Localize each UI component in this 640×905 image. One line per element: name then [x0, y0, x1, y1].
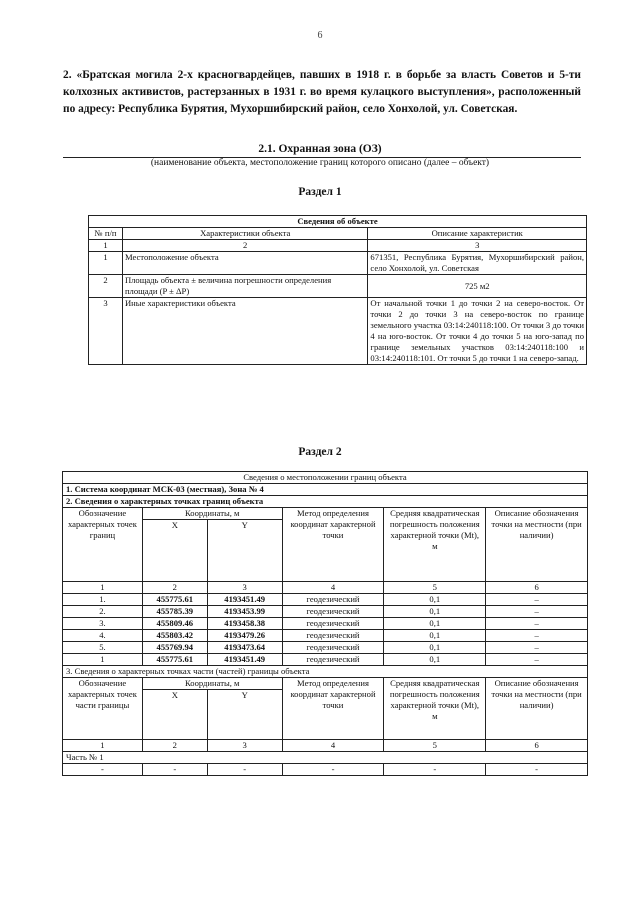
table-row — [63, 594, 588, 606]
header-error: Средняя квадратическая погрешность положения характерной точки (Mt), м — [384, 678, 486, 740]
coordinate-system: 1. Система координат МСК-03 (местная), Зона № 4 — [63, 484, 588, 496]
page-number: 6 — [317, 30, 323, 41]
col-number: 3 — [207, 740, 282, 752]
table-title: Сведения о местоположении границ объекта — [63, 472, 588, 484]
table-row — [89, 252, 587, 275]
point-y: 4193479.26 — [207, 630, 282, 642]
point-desc: – — [486, 606, 588, 618]
point-x: 455769.94 — [142, 642, 207, 654]
row-desc: 725 м2 — [368, 275, 587, 298]
point-label: 5. — [63, 642, 143, 654]
point-desc: – — [486, 618, 588, 630]
point-y: 4193453.99 — [207, 606, 282, 618]
dash-cell: - — [486, 764, 588, 776]
col-number: 6 — [486, 740, 588, 752]
table-row — [89, 298, 587, 365]
point-error: 0,1 — [384, 618, 486, 630]
subsection-2-title: 2. Сведения о характерных точках границ объекта — [63, 496, 588, 508]
point-label: 4. — [63, 630, 143, 642]
point-label: 1 — [63, 654, 143, 666]
header-coords: Координаты, м — [142, 678, 282, 690]
header-point: Обозначение характерных точек границ — [63, 508, 143, 582]
point-label: 1. — [63, 594, 143, 606]
header-y: Y — [207, 690, 282, 740]
col-number: 5 — [384, 582, 486, 594]
row-number: 1 — [89, 252, 123, 275]
header-x: X — [142, 520, 207, 582]
row-desc: От начальной точки 1 до точки 2 на северо-восток. От точки 2 до точки 3 на северо-восток по границе земельного участка 03:14:240118:100. От точки 3 до точки 4 на юго-восток. От точки 4 до точки 5 на юго-запад по границе земельных участков 03:14:240118:100 и 03:14:240118:101. От точки 5 до точки 1 на северо-запад. — [368, 298, 587, 365]
col-number: 2 — [142, 582, 207, 594]
point-desc: – — [486, 654, 588, 666]
point-label: 2. — [63, 606, 143, 618]
table-title: Сведения об объекте — [89, 216, 587, 228]
point-error: 0,1 — [384, 642, 486, 654]
row-name: Местоположение объекта — [122, 252, 367, 275]
col-number: 5 — [384, 740, 486, 752]
header-error: Средняя квадратическая погрешность положения характерной точки (Mt), м — [384, 508, 486, 582]
point-x: 455775.61 — [142, 594, 207, 606]
dash-cell: - — [207, 764, 282, 776]
point-x: 455803.42 — [142, 630, 207, 642]
col-number: 2 — [122, 240, 367, 252]
point-error: 0,1 — [384, 654, 486, 666]
point-label: 3. — [63, 618, 143, 630]
dash-cell: - — [282, 764, 384, 776]
header-desc: Описание обозначения точки на местности (при наличии) — [486, 508, 588, 582]
dash-cell: - — [63, 764, 143, 776]
col-number: 1 — [63, 582, 143, 594]
point-x: 455809.46 — [142, 618, 207, 630]
part-label: Часть № 1 — [63, 752, 588, 764]
row-number: 2 — [89, 275, 123, 298]
col-number: 2 — [142, 740, 207, 752]
point-error: 0,1 — [384, 594, 486, 606]
point-method: геодезический — [282, 654, 384, 666]
point-method: геодезический — [282, 618, 384, 630]
point-y: 4193451.49 — [207, 654, 282, 666]
table-row — [63, 654, 588, 666]
boundary-coordinates-table — [62, 471, 588, 776]
zone-subtitle: (наименование объекта, местоположение границ которого описано (далее – объект) — [150, 158, 490, 168]
row-name: Площадь объекта ± величина погрешности определения площади (P ± ΔP) — [122, 275, 367, 298]
col-number: 4 — [282, 582, 384, 594]
point-error: 0,1 — [384, 630, 486, 642]
header-cell: № п/п — [89, 228, 123, 240]
point-method: геодезический — [282, 594, 384, 606]
header-point-part: Обозначение характерных точек части границы — [63, 678, 143, 740]
point-y: 4193458.38 — [207, 618, 282, 630]
point-y: 4193451.49 — [207, 594, 282, 606]
col-number: 3 — [207, 582, 282, 594]
header-cell: Характеристики объекта — [122, 228, 367, 240]
dash-cell: - — [142, 764, 207, 776]
col-number: 1 — [89, 240, 123, 252]
row-desc: 671351, Республика Бурятия, Мухоршибирский район, село Хонхолой, ул. Советская — [368, 252, 587, 275]
point-x: 455785.39 — [142, 606, 207, 618]
subsection-3-title: 3. Сведения о характерных точках части (частей) границы объекта — [63, 666, 588, 678]
header-desc: Описание обозначения точки на местности (при наличии) — [486, 678, 588, 740]
zone-title: 2.1. Охранная зона (ОЗ) — [258, 143, 382, 155]
point-desc: – — [486, 594, 588, 606]
col-number: 6 — [486, 582, 588, 594]
table-row — [63, 642, 588, 654]
point-x: 455775.61 — [142, 654, 207, 666]
table-row — [63, 630, 588, 642]
table-row — [63, 606, 588, 618]
col-number: 3 — [368, 240, 587, 252]
point-desc: – — [486, 642, 588, 654]
object-heading: 2. «Братская могила 2-х красногвардейцев, павших в 1918 г. в борьбе за власть Советов и 5-ти колхозных активистов, растерзанных в 1931 г. во время кулацкого выступления», расположенный по адресу: Республика Бурятия, Мухоршибирский район, село Хонхолой, ул. Советская. — [63, 69, 581, 115]
table-row — [89, 275, 587, 298]
point-error: 0,1 — [384, 606, 486, 618]
dash-cell: - — [384, 764, 486, 776]
row-name: Иные характеристики объекта — [122, 298, 367, 365]
header-coords: Координаты, м — [142, 508, 282, 520]
header-method: Метод определения координат характерной точки — [282, 508, 384, 582]
point-y: 4193473.64 — [207, 642, 282, 654]
point-method: геодезический — [282, 630, 384, 642]
header-cell: Описание характеристик — [368, 228, 587, 240]
point-method: геодезический — [282, 606, 384, 618]
table-row — [63, 764, 588, 776]
col-number: 1 — [63, 740, 143, 752]
table-row — [63, 618, 588, 630]
header-method: Метод определения координат характерной точки — [282, 678, 384, 740]
col-number: 4 — [282, 740, 384, 752]
point-desc: – — [486, 630, 588, 642]
object-info-table — [88, 215, 587, 365]
header-y: Y — [207, 520, 282, 582]
row-number: 3 — [89, 298, 123, 365]
point-method: геодезический — [282, 642, 384, 654]
section-1-title: Раздел 1 — [298, 186, 342, 198]
header-x: X — [142, 690, 207, 740]
section-2-title: Раздел 2 — [298, 446, 342, 458]
